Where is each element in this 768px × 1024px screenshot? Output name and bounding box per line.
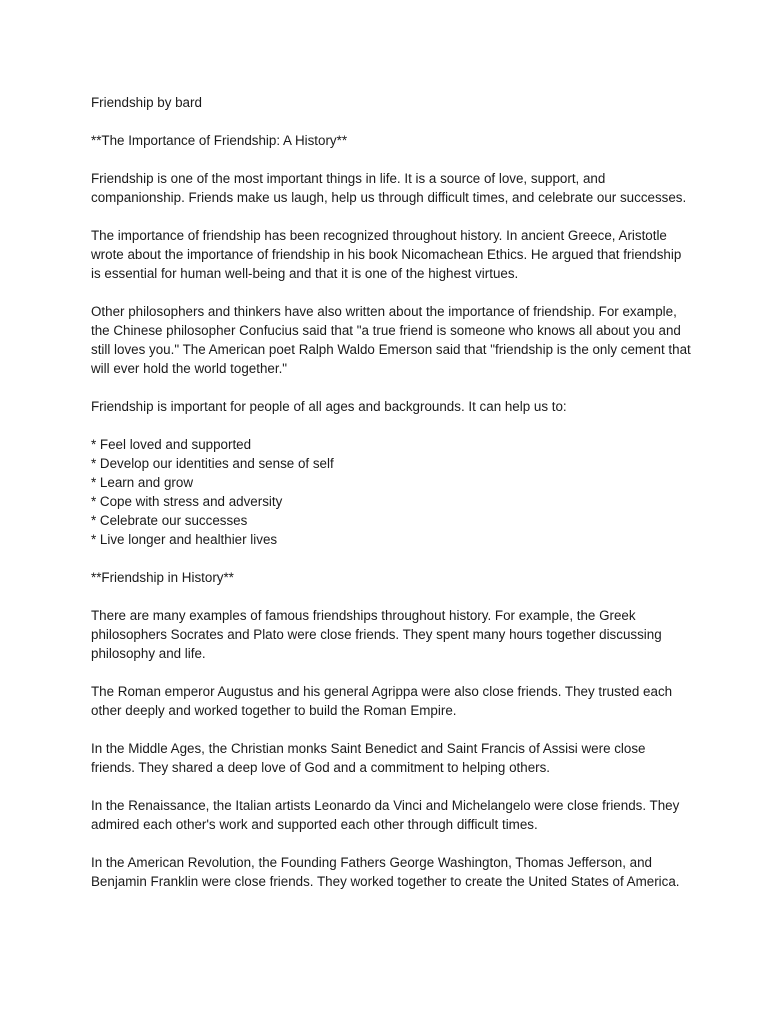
section-heading-importance: **The Importance of Friendship: A History** bbox=[91, 133, 348, 148]
list-item: * Celebrate our successes bbox=[91, 513, 248, 528]
paragraph-philosophers: Other philosophers and thinkers have also written about the importance of friendship. For example, the Chinese philosopher Confucius said that "a true friend is someone who knows all about you and still loves you." The American poet Ralph Waldo Emerson said that "friendship is the only cement that will ever hold the world together." bbox=[91, 304, 691, 376]
paragraph-benefits-intro: Friendship is important for people of all ages and backgrounds. It can help us to: bbox=[91, 399, 567, 414]
paragraph-aristotle: The importance of friendship has been recognized throughout history. In ancient Greece, Aristotle wrote about the importance of friendship in his book Nicomachean Ethics. He argued that friendship is essential for human well-being and that it is one of the highest virtues. bbox=[91, 228, 682, 281]
paragraph-middle-ages: In the Middle Ages, the Christian monks Saint Benedict and Saint Francis of Assisi were close friends. They shared a deep love of God and a commitment to helping others. bbox=[91, 741, 646, 775]
paragraph-socrates-plato: There are many examples of famous friendships throughout history. For example, the Greek philosophers Socrates and Plato were close friends. They spent many hours together discussing philosophy and life. bbox=[91, 608, 662, 661]
paragraph-american-revolution: In the American Revolution, the Founding Fathers George Washington, Thomas Jefferson, and Benjamin Franklin were close friends. They worked together to create the United States of America. bbox=[91, 855, 680, 889]
document-body bbox=[91, 93, 691, 910]
list-item: * Live longer and healthier lives bbox=[91, 532, 278, 547]
list-item: * Cope with stress and adversity bbox=[91, 494, 283, 509]
list-item: * Learn and grow bbox=[91, 475, 193, 490]
section-heading-history: **Friendship in History** bbox=[91, 570, 234, 585]
list-item: * Feel loved and supported bbox=[91, 437, 252, 452]
paragraph-renaissance: In the Renaissance, the Italian artists Leonardo da Vinci and Michelangelo were close friends. They admired each other's work and supported each other through difficult times. bbox=[91, 798, 680, 832]
list-item: * Develop our identities and sense of self bbox=[91, 456, 334, 471]
paragraph-intro: Friendship is one of the most important things in life. It is a source of love, support, and companionship. Friends make us laugh, help us through difficult times, and celebrate our successes. bbox=[91, 171, 687, 205]
paragraph-augustus-agrippa: The Roman emperor Augustus and his general Agrippa were also close friends. They trusted each other deeply and worked together to build the Roman Empire. bbox=[91, 684, 673, 718]
document-title: Friendship by bard bbox=[91, 95, 202, 110]
benefits-list bbox=[91, 435, 691, 549]
